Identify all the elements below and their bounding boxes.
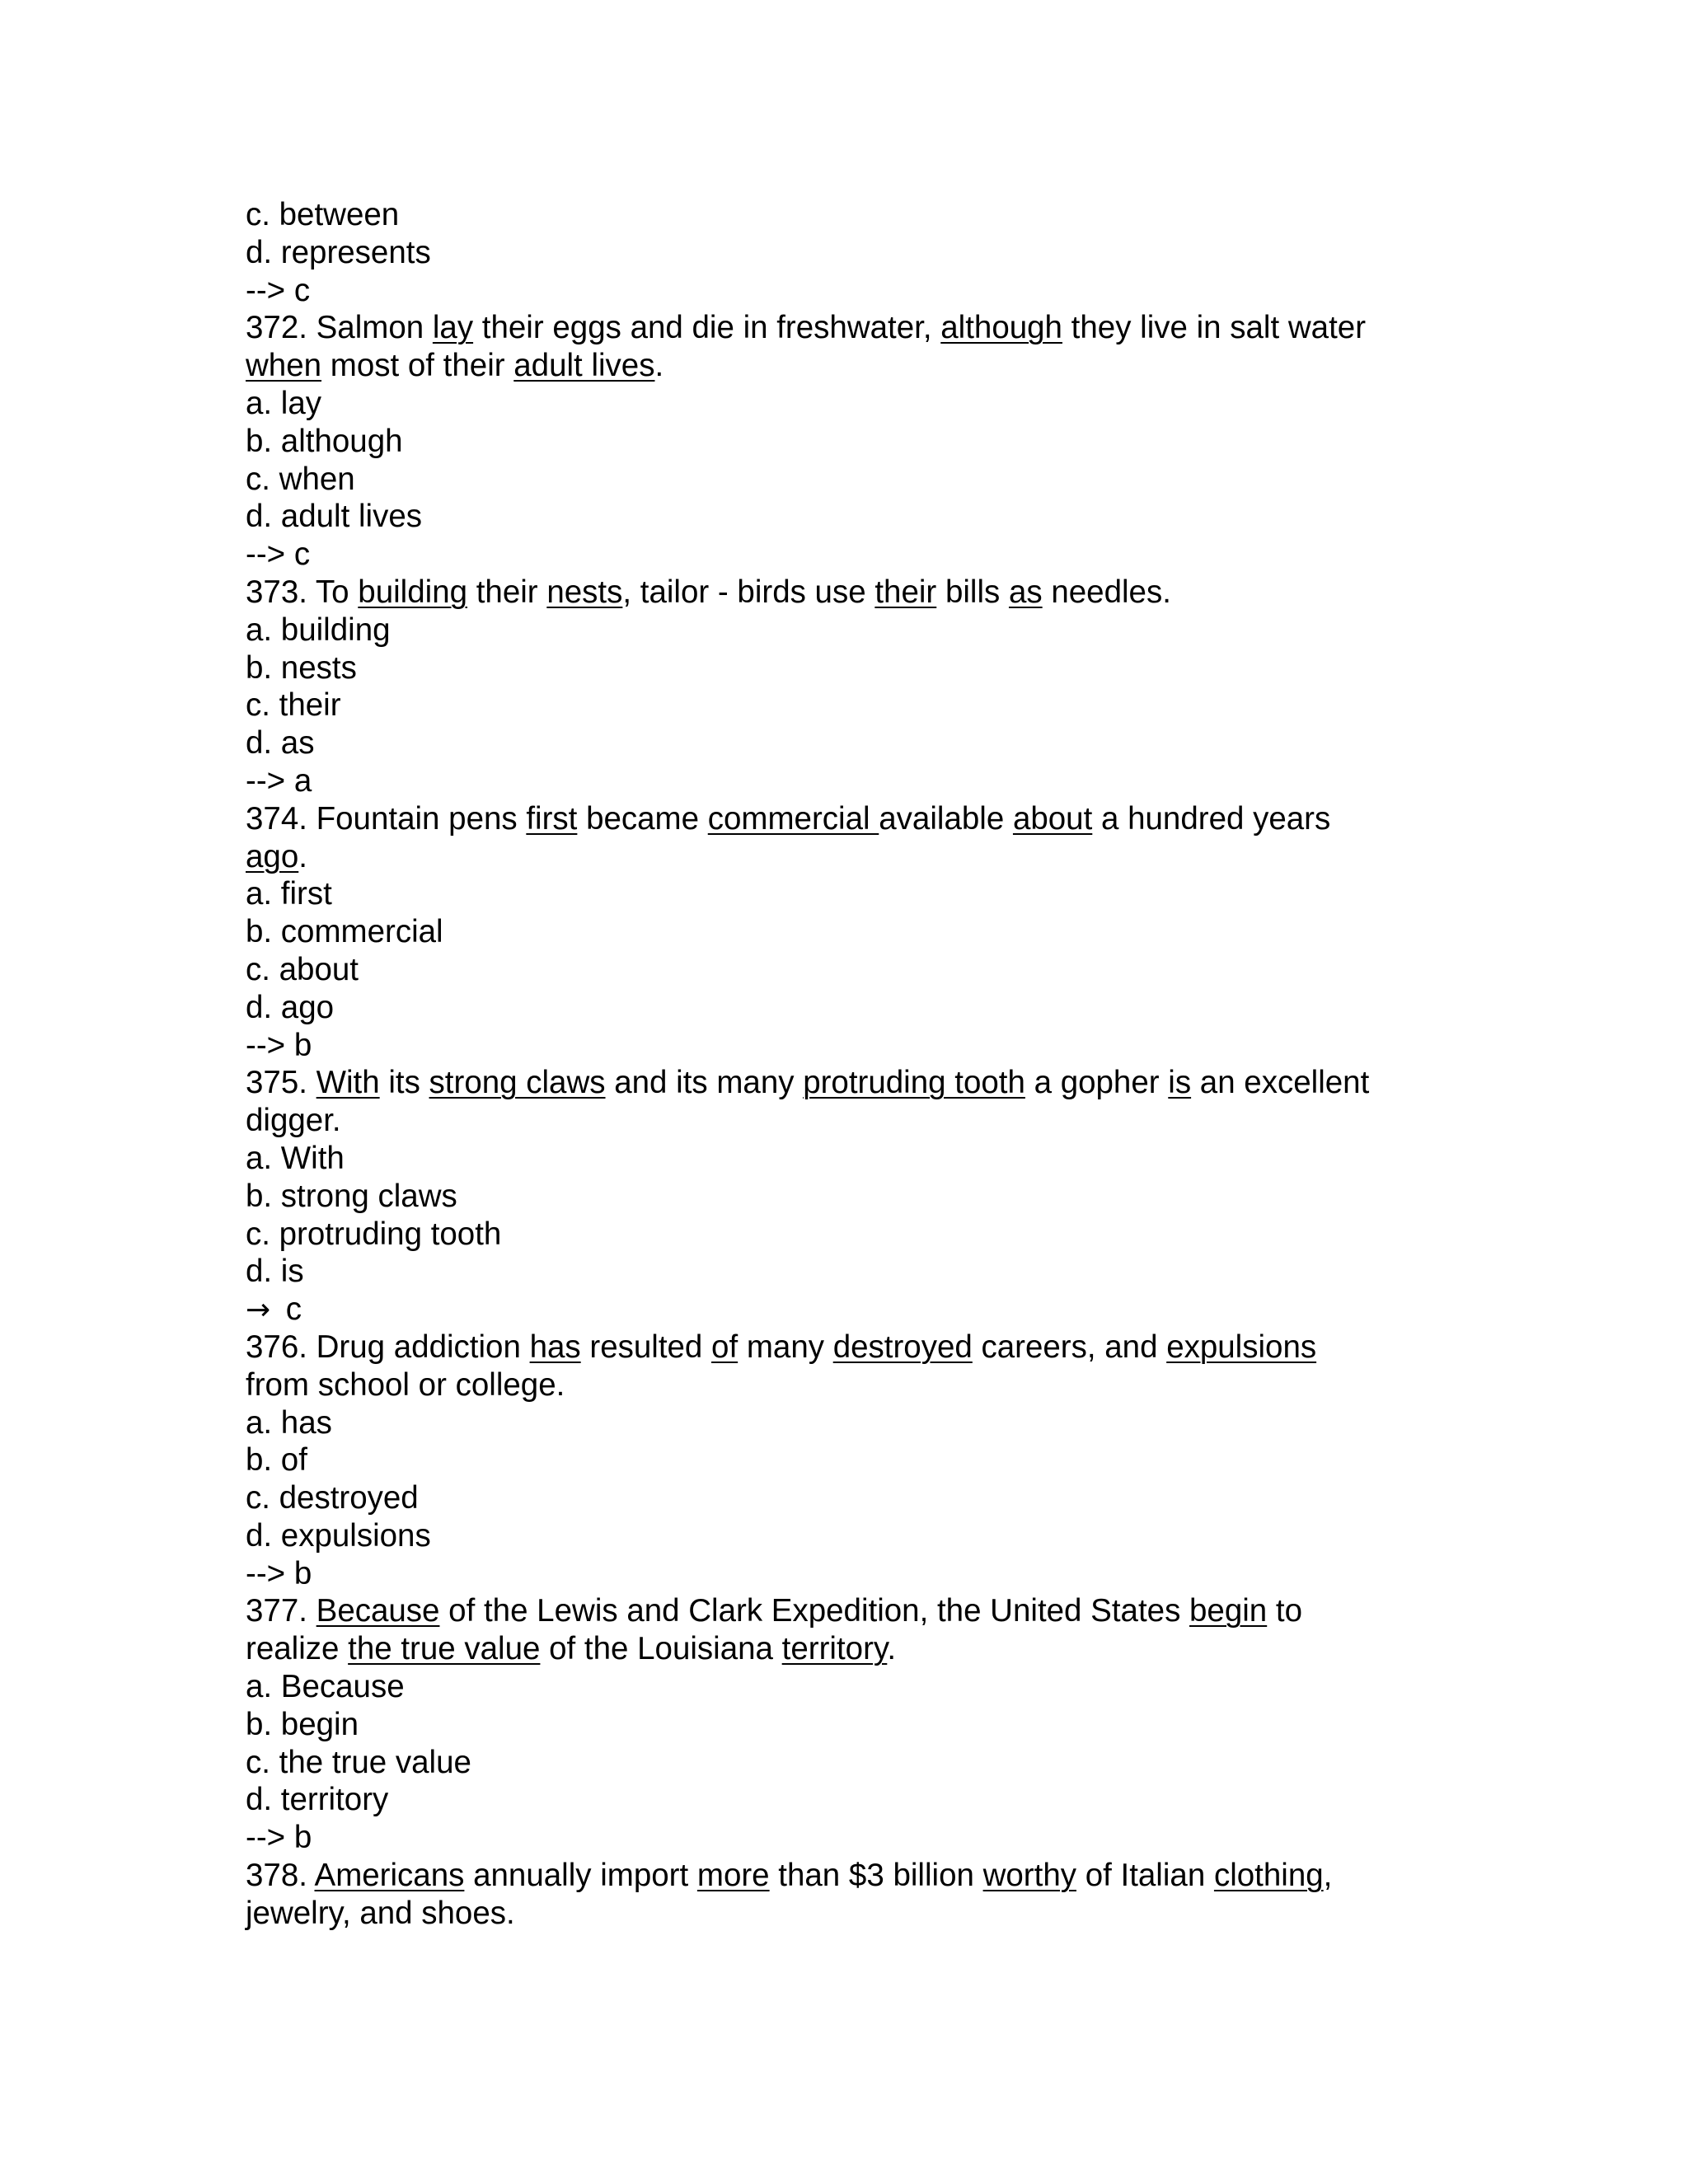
- text-segment: 374. Fountain pens: [246, 800, 527, 837]
- text-line: [246, 913, 1449, 951]
- text-segment: c. their: [246, 687, 341, 724]
- text-segment: most of their: [321, 348, 514, 384]
- text-segment: b. strong claws: [246, 1178, 457, 1214]
- text-segment: 373. To: [246, 574, 359, 610]
- text-line: [246, 234, 1449, 272]
- text-line: [246, 423, 1449, 461]
- text-line: [246, 1555, 1449, 1593]
- text-segment: of the Louisiana: [540, 1631, 782, 1667]
- text-segment: 378.: [246, 1858, 315, 1894]
- text-segment: d. as: [246, 725, 315, 762]
- text-segment: 376. Drug addiction: [246, 1329, 530, 1365]
- text-line: [246, 272, 1449, 310]
- text-segment: b. although: [246, 423, 403, 459]
- text-segment: to: [1267, 1593, 1303, 1629]
- text-segment: d. ago: [246, 989, 335, 1025]
- text-line: [246, 1404, 1449, 1442]
- underlined-phrase: Americans: [314, 1858, 465, 1894]
- underlined-phrase: destroyed: [832, 1329, 973, 1365]
- text-segment: a. With: [246, 1140, 345, 1176]
- text-line: [246, 1706, 1449, 1744]
- text-line: [246, 461, 1449, 499]
- text-line: [246, 1178, 1449, 1216]
- text-segment: .: [654, 348, 664, 384]
- text-segment: --> c: [246, 537, 311, 573]
- underlined-phrase: clothing: [1213, 1858, 1324, 1894]
- text-line: [246, 724, 1449, 762]
- text-segment: --> b: [246, 1820, 312, 1856]
- underlined-phrase: is: [1168, 1065, 1192, 1101]
- text-line: [246, 1216, 1449, 1254]
- underlined-phrase: expulsions: [1166, 1329, 1317, 1365]
- text-segment: d. territory: [246, 1782, 389, 1818]
- text-segment: available: [879, 800, 1013, 837]
- underlined-phrase: about: [1012, 800, 1093, 837]
- text-segment: d. represents: [246, 234, 431, 270]
- text-line: [246, 1517, 1449, 1555]
- text-line: [246, 1744, 1449, 1782]
- underlined-phrase: first: [526, 800, 578, 837]
- text-segment: careers, and: [972, 1329, 1167, 1365]
- underlined-phrase: as: [1008, 574, 1043, 610]
- text-line: [246, 385, 1449, 423]
- text-line: [246, 1102, 1449, 1140]
- text-line: [246, 649, 1449, 687]
- text-segment: became: [577, 800, 708, 837]
- text-segment: --> a: [246, 762, 312, 799]
- text-line: [246, 1819, 1449, 1857]
- text-segment: --> b: [246, 1555, 312, 1591]
- underlined-phrase: has: [529, 1329, 581, 1365]
- underlined-phrase: their: [874, 574, 937, 610]
- text-line: [246, 536, 1449, 574]
- text-segment: bills: [936, 574, 1009, 610]
- right-arrow-icon: →: [246, 1293, 271, 1328]
- text-segment: from school or college.: [246, 1366, 565, 1403]
- text-segment: resulted: [580, 1329, 712, 1365]
- text-segment: c. about: [246, 951, 359, 987]
- underlined-phrase: With: [316, 1065, 380, 1101]
- text-segment: 377.: [246, 1593, 316, 1629]
- underlined-phrase: although: [940, 310, 1062, 346]
- text-segment: of the Lewis and Clark Expedition, the United States: [439, 1593, 1190, 1629]
- text-segment: c. between: [246, 197, 400, 232]
- text-line: [246, 951, 1449, 989]
- underlined-phrase: lay: [432, 310, 474, 346]
- text-segment: d. expulsions: [246, 1517, 431, 1554]
- text-segment: c. protruding tooth: [246, 1216, 502, 1252]
- text-segment: d. is: [246, 1254, 304, 1290]
- text-segment: c. the true value: [246, 1744, 471, 1780]
- text-line: [246, 762, 1449, 800]
- underlined-phrase: commercial: [707, 800, 879, 837]
- underlined-phrase: begin: [1189, 1593, 1268, 1629]
- text-segment: a. building: [246, 612, 391, 648]
- text-segment: a. lay: [246, 385, 322, 421]
- text-segment: 375.: [246, 1065, 316, 1101]
- text-line: [246, 1064, 1449, 1102]
- text-segment: than $3 billion: [769, 1858, 983, 1894]
- underlined-phrase: protruding tooth: [803, 1065, 1025, 1101]
- text-segment: its: [379, 1065, 429, 1101]
- text-line: [246, 498, 1449, 536]
- text-segment: --> c: [246, 272, 311, 308]
- text-segment: a hundred years: [1092, 800, 1331, 837]
- text-segment: a. first: [246, 876, 332, 912]
- underlined-phrase: the true value: [348, 1631, 541, 1667]
- text-segment: a. Because: [246, 1669, 405, 1705]
- text-line: [246, 1895, 1449, 1933]
- text-segment: b. of: [246, 1442, 307, 1479]
- text-line: [246, 1329, 1449, 1366]
- underlined-phrase: building: [358, 574, 468, 610]
- text-line: [246, 196, 1449, 234]
- text-segment: annually import: [464, 1858, 697, 1894]
- text-segment: a gopher: [1025, 1065, 1169, 1101]
- text-segment: .: [298, 838, 307, 874]
- text-line: [246, 1140, 1449, 1178]
- text-line: [246, 1668, 1449, 1706]
- text-line: [246, 1027, 1449, 1065]
- text-segment: an excellent: [1191, 1065, 1370, 1101]
- text-segment: their eggs and die in freshwater,: [473, 310, 941, 346]
- underlined-phrase: territory: [781, 1631, 888, 1667]
- text-segment: a. has: [246, 1404, 332, 1441]
- text-line: [246, 347, 1449, 385]
- text-segment: c. destroyed: [246, 1480, 419, 1516]
- underlined-phrase: Because: [316, 1593, 440, 1629]
- text-segment: of Italian: [1076, 1858, 1214, 1894]
- underlined-phrase: when: [246, 348, 322, 384]
- text-line: [246, 309, 1449, 347]
- text-line: [246, 574, 1449, 612]
- text-line: [246, 1857, 1449, 1895]
- text-segment: many: [738, 1329, 833, 1365]
- text-segment: , tailor - birds use: [622, 574, 875, 610]
- text-segment: d. adult lives: [246, 499, 423, 535]
- text-segment: --> b: [246, 1027, 312, 1063]
- text-line: [246, 612, 1449, 649]
- text-segment: ,: [1323, 1858, 1333, 1894]
- text-line: [246, 1366, 1449, 1404]
- text-line: [246, 800, 1449, 838]
- text-segment: b. nests: [246, 649, 357, 686]
- underlined-phrase: of: [711, 1329, 738, 1365]
- text-line: [246, 1253, 1449, 1291]
- text-line: [246, 687, 1449, 724]
- text-line: [246, 1291, 1449, 1329]
- text-line: [246, 1441, 1449, 1479]
- text-line: [246, 875, 1449, 913]
- text-line: [246, 1630, 1449, 1668]
- text-line: [246, 1479, 1449, 1517]
- text-line: [246, 838, 1449, 876]
- text-segment: .: [887, 1631, 897, 1667]
- text-line: [246, 989, 1449, 1027]
- text-line: [246, 1781, 1449, 1819]
- text-segment: b. commercial: [246, 914, 443, 950]
- text-segment: realize: [246, 1631, 349, 1667]
- underlined-phrase: strong claws: [429, 1065, 606, 1101]
- underlined-phrase: adult lives: [513, 348, 655, 384]
- text-segment: 372. Salmon: [246, 310, 433, 346]
- underlined-phrase: ago: [246, 838, 299, 874]
- text-segment: their: [467, 574, 547, 610]
- text-segment: and its many: [605, 1065, 804, 1101]
- text-segment: jewelry, and shoes.: [246, 1895, 515, 1931]
- text-segment: c. when: [246, 461, 355, 497]
- underlined-phrase: more: [696, 1858, 770, 1894]
- underlined-phrase: worthy: [982, 1858, 1076, 1894]
- text-line: [246, 1592, 1449, 1630]
- text-segment: c: [277, 1291, 302, 1328]
- text-segment: they live in salt water: [1062, 310, 1367, 346]
- underlined-phrase: nests: [546, 574, 623, 610]
- document-page: [246, 196, 1449, 1933]
- text-segment: needles.: [1042, 574, 1171, 610]
- text-segment: digger.: [246, 1103, 341, 1139]
- text-segment: b. begin: [246, 1706, 359, 1742]
